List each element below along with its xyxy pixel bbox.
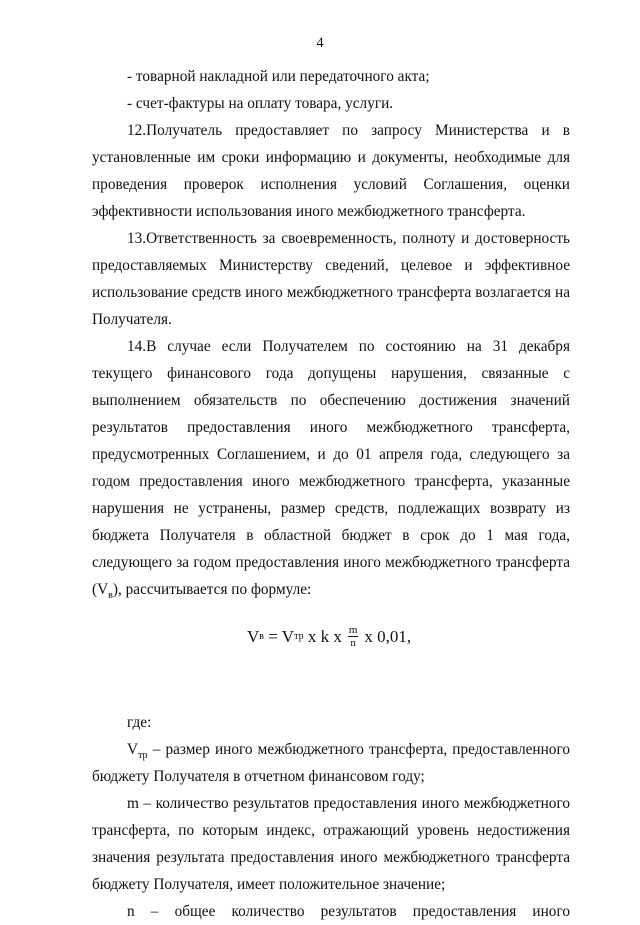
formula-tail: x 0,01, — [364, 626, 412, 646]
document-body — [92, 63, 570, 925]
page-number: 4 — [316, 35, 324, 51]
formula-lhs-var: V — [247, 626, 260, 646]
fraction-numerator: m — [348, 624, 358, 636]
formula-rhs-sub: тр — [294, 630, 304, 642]
formula — [247, 624, 411, 649]
definition-n: n – общее количество результатов предоставления иного — [127, 903, 570, 920]
paragraph-14-text: 14.В случае если Получателем по состоянию на 31 декабря текущего финансового года допущены нарушения, связанные с выполнением обязательств по обеспечению достижения значений результатов предоставления иного межбюджетного трансферта, предусмотренных Соглашением, и до 01 апреля года, следующего за годом предоставления иного межбюджетного трансферта, указанные нарушения не устранены, размер средств, подлежащих возврату из бюджета Получателя в областной бюджет в срок до 1 мая года, следующего за годом предоставления иного межбюджетного трансферта (V — [92, 338, 570, 598]
formula-lhs-sub: в — [259, 630, 265, 642]
definition-vtr-sub: тр — [138, 750, 148, 762]
paragraph-13: 13.Ответственность за своевременность, полноту и достоверность предоставляемых Министерству сведений, целевое и эффективное использование средств иного межбюджетного трансферта возлагается на Получателя. — [92, 230, 570, 328]
list-item-invoice-act: - товарной накладной или передаточного акта; — [127, 68, 430, 85]
formula-mid: x k x — [303, 626, 342, 646]
paragraph-14-tail: ), рассчитывается по формуле: — [112, 581, 312, 598]
paragraph-14 — [92, 333, 570, 603]
paragraph-14-subscript: в — [108, 590, 113, 602]
formula-block — [92, 616, 570, 696]
definition-vtr-var: V — [127, 741, 139, 758]
list-item-invoice: - счет-фактуры на оплату товара, услуги. — [127, 95, 394, 112]
formula-eq: = V — [264, 626, 295, 646]
definition-vtr-text: – размер иного межбюджетного трансферта, предоставленного бюджету Получателя в отчетном финансовом году; — [92, 741, 570, 785]
fraction-denominator: n — [350, 637, 356, 649]
definition-vtr — [92, 736, 570, 790]
paragraph-12: 12.Получатель предоставляет по запросу Министерства и в установленные им сроки информацию и документы, необходимые для проведения проверок исполнения условий Соглашения, оценки эффективности использования иного межбюджетного трансферта. — [92, 122, 570, 220]
definition-m: m – количество результатов предоставления иного межбюджетного трансферта, по которым индекс, отражающий уровень недостижения значения результата предоставления иного межбюджетного трансферта бюджету Получателя, имеет положительное значение; — [92, 795, 570, 893]
where-label: где: — [127, 714, 152, 731]
formula-fraction — [348, 624, 359, 649]
